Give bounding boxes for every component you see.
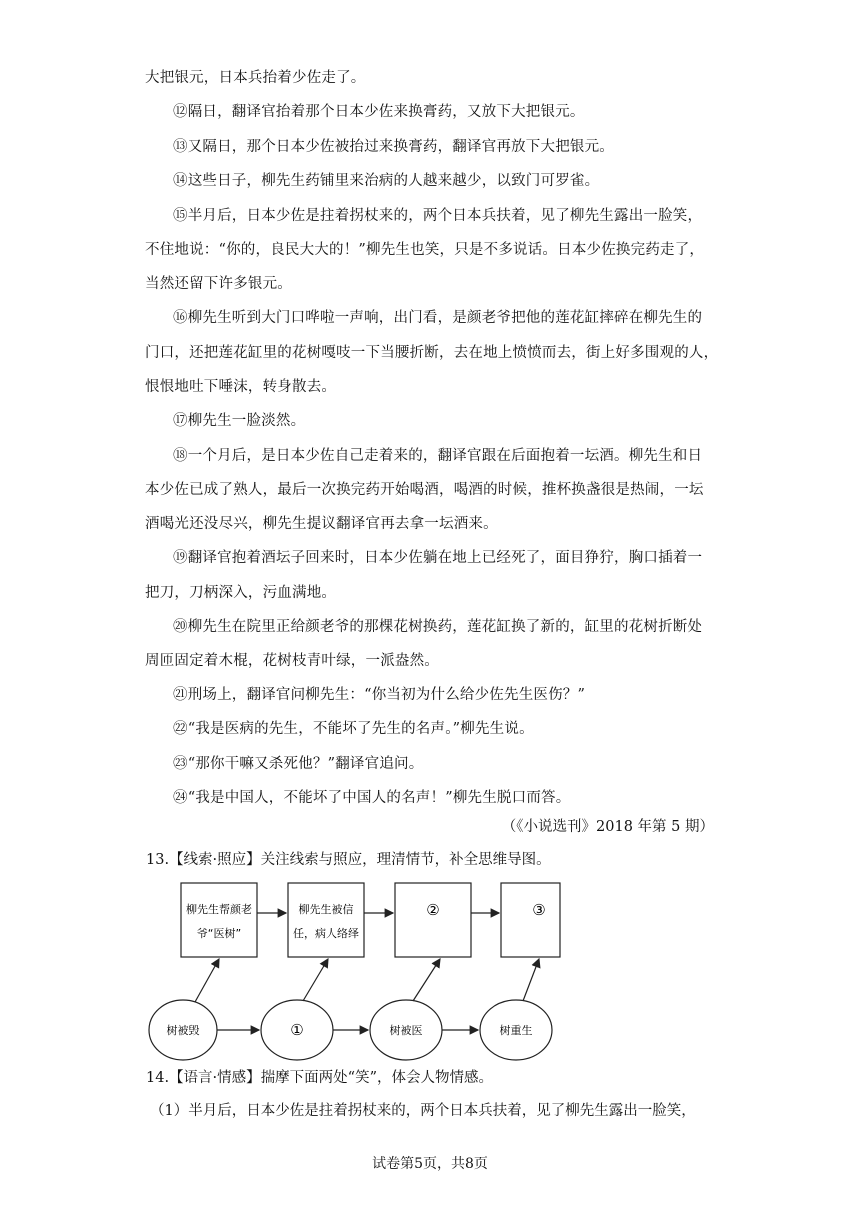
passage-line: ㉔“我是中国人，不能坏了中国人的名声！”柳先生脱口而答。 (173, 790, 571, 806)
mind-map-box-2 (288, 883, 364, 957)
svg-text:柳先生帮颜老: 柳先生帮颜老 (186, 903, 252, 916)
passage-line: 酒喝光还没尽兴，柳先生提议翻译官再去拿一坛酒来。 (145, 516, 498, 532)
passage-line: 恨恨地吐下唾沫，转身散去。 (145, 379, 337, 395)
svg-text:③: ③ (532, 901, 546, 919)
plot-mind-map (143, 873, 563, 1063)
link-arrow (195, 959, 219, 1002)
passage-line: 大把银元，日本兵抬着少佐走了。 (145, 70, 366, 86)
link-arrow (523, 959, 539, 1001)
mind-map-box-1 (181, 883, 257, 957)
passage-line: ⑰柳先生一脸淡然。 (173, 413, 306, 429)
passage-line: ⑲翻译官抱着酒坛子回来时，日本少佐躺在地上已经死了，面目狰狞，胸口插着一 (173, 550, 703, 566)
passage-line: 周匝固定着木棍，花树枝青叶绿，一派盎然。 (145, 653, 439, 669)
passage-line: 不住地说：“你的，良民大大的！”柳先生也笑，只是不多说话。日本少佐换完药走了， (145, 242, 705, 258)
svg-text:爷“医树”: 爷“医树” (196, 927, 242, 940)
passage-line: ⑱一个月后，是日本少佐自己走着来的，翻译官跟在后面抱着一坛酒。柳先生和日 (173, 448, 703, 464)
svg-text:树被毁: 树被毁 (166, 1024, 200, 1037)
passage-source: （《小说选刊》2018 年第 5 期） (501, 819, 714, 835)
passage-line: 本少佐已成了熟人，最后一次换完药开始喝酒，喝酒的时候，推杯换盏很是热闹，一坛 (145, 482, 704, 498)
svg-text:树被医: 树被医 (389, 1024, 423, 1037)
mind-map-oval-3 (370, 1000, 442, 1060)
passage-line: ⑭这些日子，柳先生药铺里来治病的人越来越少，以致门可罗雀。 (173, 173, 600, 189)
link-arrow (413, 959, 440, 1001)
passage-line: ⑬又隔日，那个日本少佐被抬过来换膏药，翻译官再放下大把银元。 (173, 139, 614, 155)
question-14-prompt: 14.【语言·情感】揣摩下面两处“笑”，体会人物情感。 (146, 1070, 493, 1086)
passage-line: ⑯柳先生听到大门口哗啦一声响，出门看，是颜老爷把他的莲花缸摔碎在柳先生的 (173, 310, 703, 326)
passage-line: 当然还留下许多银元。 (145, 276, 292, 292)
passage-line: ㉓“那你干嘛又杀死他？”翻译官追问。 (173, 756, 424, 772)
mind-map-box-4 (501, 883, 560, 957)
link-arrow (303, 959, 328, 1001)
page-footer: 试卷第5页，共8页 (372, 1156, 488, 1172)
mind-map-oval-4 (480, 1000, 552, 1060)
mind-map-oval-2 (261, 1000, 333, 1060)
passage-line: ⑮半月后，日本少佐是拄着拐杖来的，两个日本兵扶着，见了柳先生露出一脸笑， (173, 208, 703, 224)
svg-text:②: ② (426, 901, 440, 919)
svg-text:①: ① (290, 1021, 304, 1039)
mind-map-box-3 (395, 883, 471, 957)
question-13-prompt: 13.【线索·照应】关注线索与照应，理清情节，补全思维导图。 (146, 852, 551, 868)
passage-line: ㉒“我是医病的先生，不能坏了先生的名声。”柳先生说。 (173, 721, 534, 737)
passage-line: 把刀，刀柄深入，污血满地。 (145, 585, 337, 601)
mind-map-oval-1 (149, 1000, 217, 1060)
svg-text:任，病人络绎: 任，病人络绎 (293, 927, 359, 940)
passage-line: ㉑刑场上，翻译官问柳先生：“你当初为什么给少佐先生医伤？” (173, 687, 586, 703)
passage-line: ⑫隔日，翻译官抬着那个日本少佐来换膏药，又放下大把银元。 (173, 104, 585, 120)
passage-line: 门口，还把莲花缸里的花树嘎吱一下当腰折断，去在地上愤愤而去，街上好多围观的人， (145, 345, 719, 361)
svg-text:树重生: 树重生 (499, 1024, 533, 1037)
question-14-sub-1: （1）半月后，日本少佐是拄着拐杖来的，两个日本兵扶着，见了柳先生露出一脸笑， (150, 1103, 696, 1119)
passage-line: ⑳柳先生在院里正给颜老爷的那棵花树换药，莲花缸换了新的，缸里的花树折断处 (173, 619, 703, 635)
svg-text:柳先生被信: 柳先生被信 (298, 903, 354, 916)
